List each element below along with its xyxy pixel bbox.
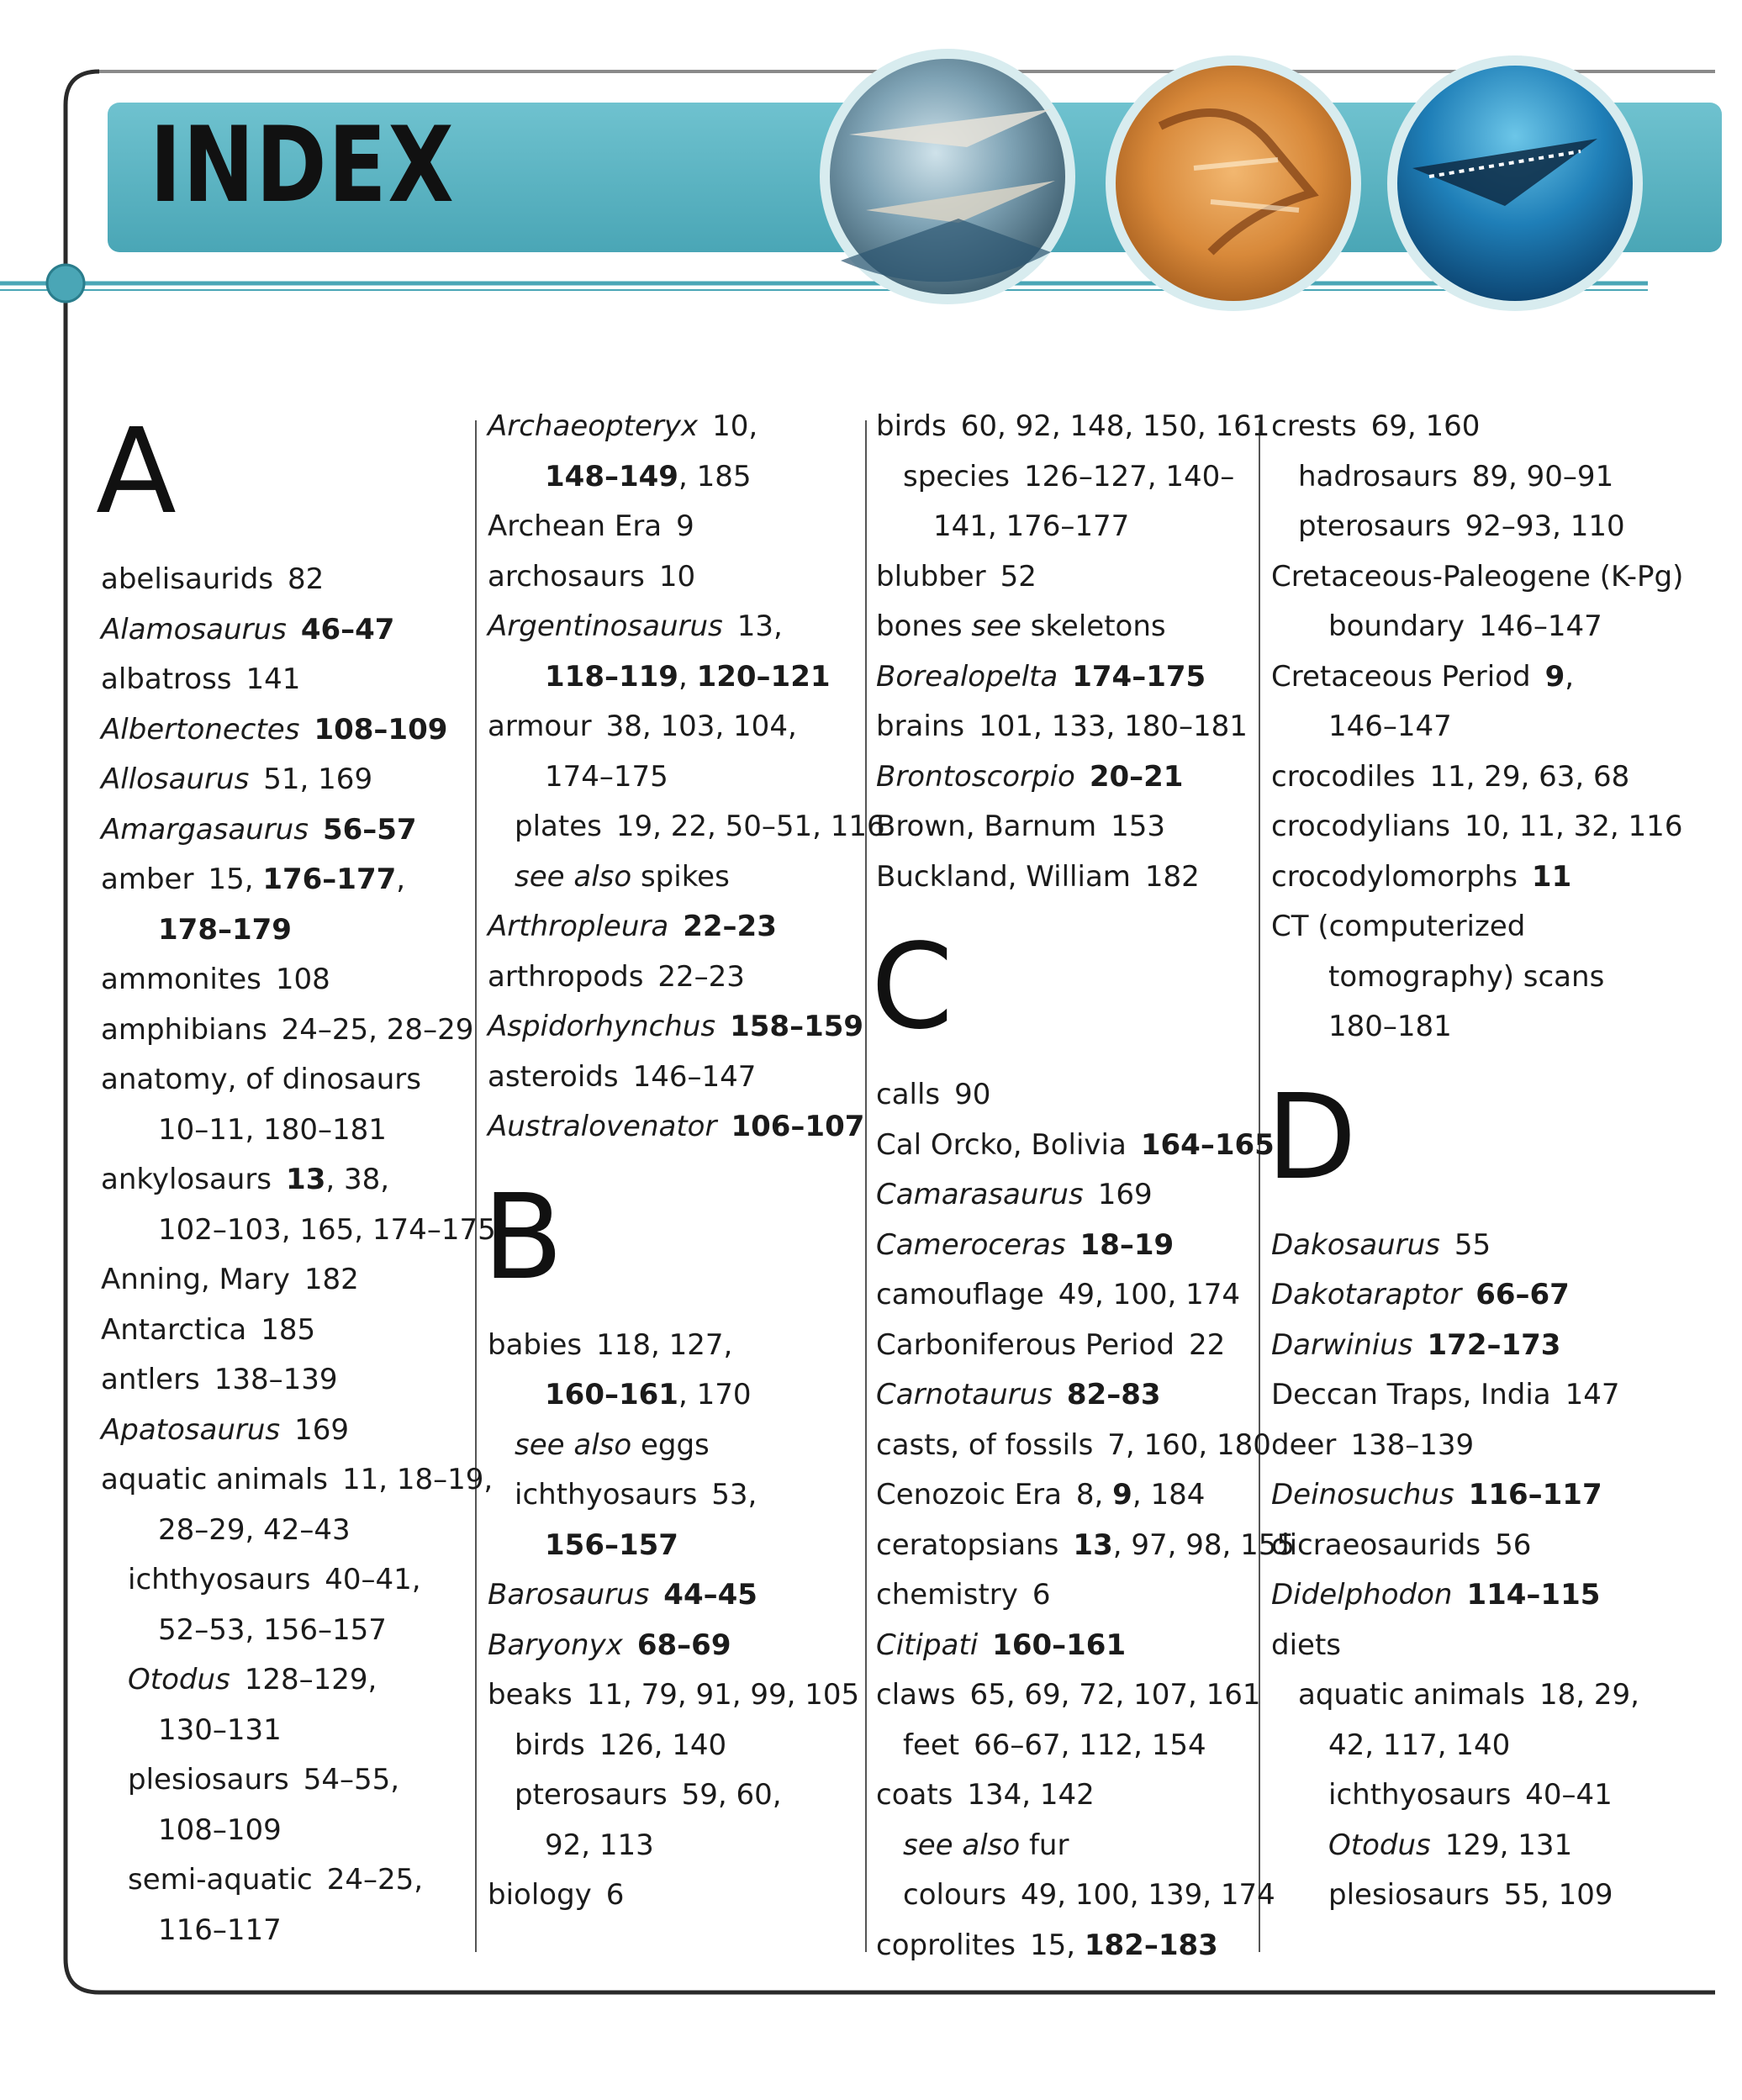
index-entry (876, 802, 1246, 852)
page-title: INDEX (150, 105, 456, 226)
entry-term-italic: Darwinius (1271, 1327, 1413, 1362)
entry-text: , 38, (325, 1163, 390, 1196)
entry-text: crocodylians 10, 11, 32, 116 (1271, 810, 1683, 843)
entry-text: species 126–127, 140– (903, 459, 1235, 493)
index-subentry (876, 1821, 1246, 1871)
index-entry (876, 1370, 1246, 1421)
index-column-2 (483, 402, 885, 1921)
entry-text: archosaurs 10 (488, 559, 696, 594)
entry-text: 169 (1083, 1178, 1153, 1211)
entry-text: skeletons (1021, 609, 1166, 643)
entry-text (668, 910, 683, 943)
index-subentry (1271, 1002, 1708, 1053)
entry-text: amber 15, (101, 863, 263, 896)
page-ref-main: 22–23 (683, 910, 777, 943)
index-entry (488, 1321, 858, 1371)
index-entry (876, 552, 1246, 603)
index-entry (876, 402, 1270, 452)
index-entry (876, 1070, 1246, 1121)
entry-text: amphibians 24–25, 28–29 (101, 1012, 474, 1047)
entry-text: Brown, Barnum 153 (876, 810, 1165, 843)
entry-term-italic: Alamosaurus (101, 612, 287, 646)
entry-text: ankylosaurs (101, 1163, 287, 1196)
entry-term-italic: Dakotaraptor (1271, 1278, 1462, 1311)
index-entry (1271, 1421, 1708, 1471)
index-entry (101, 1005, 474, 1056)
entry-text (1066, 1228, 1080, 1262)
page-ref-main: 116–117 (1468, 1478, 1602, 1512)
index-entry (488, 1870, 858, 1921)
index-entry (488, 602, 858, 652)
index-entry (876, 702, 1246, 752)
index-entry (876, 652, 1246, 703)
entry-text: diets (1271, 1628, 1341, 1662)
page-ref-main: 66–67 (1475, 1278, 1570, 1311)
page-ref-main: 9 (1112, 1478, 1132, 1512)
entry-term-italic: Otodus (1328, 1828, 1431, 1862)
index-entry (876, 602, 1246, 652)
entry-term-italic: Baryonyx (488, 1628, 623, 1662)
page-ref-main: 176–177 (262, 863, 397, 896)
index-subentry (488, 802, 885, 852)
entry-text: Cal Orcko, Bolivia (876, 1127, 1141, 1162)
page-ref-main: 11 (1531, 859, 1572, 894)
entry-text: 130–131 (158, 1712, 282, 1747)
entry-term-italic: Otodus (128, 1663, 230, 1696)
entry-text: fur (1020, 1828, 1069, 1862)
index-entry (101, 1406, 471, 1456)
entry-text: dicraeosaurids 56 (1271, 1528, 1532, 1562)
entry-text: anatomy, of dinosaurs (101, 1063, 421, 1096)
index-entry (101, 1306, 471, 1356)
index-subentry (101, 905, 471, 956)
section-letter: A (96, 404, 177, 541)
page-ref-main: 160–161 (992, 1628, 1127, 1662)
entry-text (1058, 660, 1072, 694)
entry-text (715, 1010, 730, 1043)
index-subentry (876, 1721, 1246, 1771)
page-ref-main: 164–165 (1140, 1127, 1275, 1162)
page-ref-main: 172–173 (1427, 1327, 1561, 1362)
entry-text: plesiosaurs 55, 109 (1328, 1878, 1613, 1912)
entry-text: eggs (631, 1427, 710, 1462)
frame-node (47, 265, 84, 302)
index-entry (488, 1053, 858, 1103)
index-entry (488, 502, 858, 552)
entry-text: calls 90 (876, 1078, 991, 1111)
pterosaurs-photo (820, 49, 1075, 304)
index-subentry (488, 1421, 858, 1471)
entry-text (1454, 1478, 1469, 1512)
index-entry (1271, 1370, 1708, 1421)
entry-text: Archean Era 9 (488, 509, 694, 543)
entry-text: chemistry 6 (876, 1578, 1051, 1612)
entry-text: 180–181 (1328, 1010, 1452, 1043)
entry-text: 102–103, 165, 174–175 (158, 1212, 496, 1247)
index-entry (488, 1670, 858, 1721)
index-subentry (101, 1655, 471, 1706)
index-entry (1271, 752, 1708, 803)
index-entry (488, 1002, 864, 1053)
entry-term-italic: Didelphodon (1271, 1578, 1453, 1612)
index-entry (101, 705, 471, 756)
index-entry (1271, 402, 1708, 452)
entry-text (1461, 1278, 1475, 1311)
index-entry (101, 1055, 471, 1105)
entry-text: Cretaceous Period (1271, 659, 1545, 694)
page-ref-main: 106–107 (731, 1110, 865, 1143)
index-entry (876, 1521, 1296, 1571)
entry-text: ichthyosaurs 53, (515, 1478, 758, 1512)
entry-text: 169 (280, 1412, 350, 1447)
index-entry (488, 1570, 858, 1621)
entry-text: tomography) scans (1328, 959, 1605, 994)
entry-text: ceratopsians (876, 1528, 1074, 1562)
entry-text: Cretaceous-Paleogene (K-Pg) (1271, 559, 1684, 594)
page-ref-main: 18–19 (1080, 1227, 1175, 1262)
index-entry (488, 402, 858, 452)
index-entry (488, 552, 858, 603)
entry-text: armour 38, 103, 104, (488, 710, 797, 743)
index-entry (101, 855, 471, 905)
index-column-4 (1266, 402, 1708, 1921)
entry-text: , 97, 98, 155 (1112, 1528, 1296, 1562)
entry-text: 116–117 (158, 1913, 282, 1947)
page-ref-main: 174–175 (1072, 659, 1206, 694)
entry-text (287, 613, 301, 646)
index-entry (1271, 802, 1708, 852)
entry-text: birds 60, 92, 148, 150, 161 (876, 409, 1270, 443)
index-entry (876, 1621, 1246, 1671)
entry-text: pterosaurs 92–93, 110 (1298, 509, 1625, 543)
entry-term-italic: Citipati (876, 1628, 979, 1662)
page-ref-main: 148–149 (545, 459, 678, 493)
section-letter: D (1266, 1068, 1357, 1206)
entry-text: biology 6 (488, 1878, 625, 1912)
entry-text: bones (876, 609, 972, 643)
index-entry (488, 952, 858, 1003)
index-subentry (101, 1706, 471, 1756)
entry-text: , (1565, 659, 1575, 694)
entry-text: pterosaurs 59, 60, (515, 1778, 782, 1812)
entry-text: 92, 113 (545, 1828, 654, 1862)
page-ref-main: 9 (1544, 659, 1565, 694)
marine-reptile-photo (1387, 55, 1643, 311)
entry-text: deer 138–139 (1271, 1427, 1475, 1462)
index-entry (876, 1570, 1246, 1621)
entry-term-italic: Arthropleura (488, 910, 669, 943)
index-entry (1271, 1570, 1708, 1621)
entry-term-italic: Camarasaurus (876, 1178, 1084, 1211)
entry-text: 129, 131 (1430, 1828, 1573, 1862)
entry-text: spikes (631, 859, 730, 894)
index-entry (101, 555, 471, 605)
entry-text: camouflage 49, 100, 174 (876, 1278, 1241, 1311)
index-entry (876, 852, 1246, 903)
index-entry (101, 655, 471, 705)
page-ref-main: 108–109 (314, 712, 448, 747)
index-entry (876, 1270, 1246, 1321)
entry-text: , 184 (1132, 1478, 1206, 1512)
entry-text: CT (computerized (1271, 910, 1526, 943)
entry-text: blubber 52 (876, 559, 1037, 594)
entry-text: plates 19, 22, 50–51, 116 (515, 810, 885, 843)
entry-text: 146–147 (1328, 710, 1452, 743)
entry-text: coprolites 15, (876, 1928, 1085, 1962)
entry-text: antlers 138–139 (101, 1363, 338, 1396)
index-entry (876, 1470, 1246, 1521)
index-subentry (1271, 1770, 1708, 1821)
entry-text (716, 1110, 731, 1143)
entry-text: 52–53, 156–157 (158, 1612, 387, 1647)
page-ref-main: 178–179 (158, 912, 292, 947)
index-entry (876, 1170, 1246, 1221)
entry-text: Buckland, William 182 (876, 859, 1200, 894)
index-subentry (1271, 1721, 1708, 1771)
entry-text (1452, 1578, 1466, 1612)
entry-text: 174–175 (545, 759, 668, 794)
page-ref-main: 114–115 (1466, 1578, 1601, 1612)
entry-text: ammonites 108 (101, 963, 330, 996)
entry-text (649, 1578, 663, 1612)
entry-term-italic: Carnotaurus (876, 1378, 1053, 1411)
entry-text: semi-aquatic 24–25, (128, 1863, 424, 1897)
entry-text (1053, 1378, 1067, 1411)
entry-term-italic: Apatosaurus (101, 1412, 281, 1447)
index-entry (101, 955, 471, 1005)
index-entry (488, 1621, 858, 1671)
page-ref-main: 156–157 (545, 1528, 678, 1562)
page-ref-main: 20–21 (1089, 759, 1184, 794)
index-subentry (101, 1806, 471, 1856)
entry-text (978, 1628, 992, 1662)
index-entry (1271, 1270, 1708, 1321)
page-ref-main: 118–119 (545, 659, 678, 694)
page-ref-main: 44–45 (663, 1578, 758, 1612)
entry-term-italic: Amargasaurus (101, 812, 309, 847)
entry-text: , (396, 863, 406, 896)
index-entry (1271, 852, 1708, 903)
index-subentry (1271, 452, 1708, 503)
entry-text: ichthyosaurs 40–41, (128, 1563, 421, 1596)
entry-text: boundary 146–147 (1328, 609, 1602, 643)
entry-text: crests 69, 160 (1271, 409, 1481, 443)
entry-text: beaks 11, 79, 91, 99, 105 (488, 1678, 860, 1712)
entry-text: , 170 (678, 1378, 752, 1411)
index-subentry (1271, 502, 1708, 552)
index-entry (1271, 1521, 1708, 1571)
entry-text: 108–109 (158, 1812, 282, 1847)
entry-text (1413, 1328, 1428, 1362)
index-subentry (101, 1906, 471, 1956)
page-ref-main: 120–121 (696, 659, 831, 694)
index-entry (1271, 1321, 1708, 1371)
index-subentry (488, 1521, 858, 1571)
section-letter: C (871, 919, 953, 1056)
entry-text (1075, 760, 1090, 794)
entry-term-italic: Allosaurus (101, 762, 250, 796)
index-subentry (488, 752, 858, 803)
index-entry (876, 1421, 1271, 1471)
page-ref-main: 13 (286, 1163, 326, 1196)
entry-text (623, 1628, 637, 1662)
page-ref-main: 46–47 (300, 612, 395, 646)
index-entry (101, 805, 471, 856)
index-entry (1271, 1621, 1708, 1671)
index-subentry (1271, 602, 1708, 652)
entry-text: aquatic animals 18, 29, (1298, 1678, 1639, 1712)
entry-term-italic: see also (515, 1427, 632, 1462)
index-subentry (488, 852, 858, 903)
entry-text: claws 65, 69, 72, 107, 161 (876, 1678, 1261, 1712)
entry-text: hadrosaurs 89, 90–91 (1298, 459, 1614, 493)
index-subentry (1271, 1870, 1708, 1921)
page-ref-main: 56–57 (322, 812, 417, 847)
index-subentry (101, 1555, 471, 1606)
index-entry (1271, 1221, 1708, 1271)
index-subentry (488, 1721, 858, 1771)
entry-text (309, 813, 323, 847)
entry-text (299, 713, 314, 747)
index-subentry (876, 502, 1246, 552)
index-entry (876, 1121, 1275, 1171)
index-entry (101, 605, 471, 656)
index-column-1 (96, 402, 496, 1955)
index-subentry (101, 1606, 471, 1656)
entry-text: 141, 176–177 (933, 509, 1130, 543)
entry-text: crocodiles 11, 29, 63, 68 (1271, 759, 1630, 794)
entry-term-italic: Deinosuchus (1271, 1478, 1454, 1512)
index-entry (1271, 902, 1708, 952)
index-entry (1271, 652, 1708, 703)
entry-text: arthropods 22–23 (488, 959, 745, 994)
entry-term-italic: Brontoscorpio (876, 759, 1075, 794)
skeleton-fossil-photo (1106, 55, 1361, 311)
entry-term-italic: Aspidorhynchus (488, 1010, 716, 1043)
index-entry (101, 1455, 494, 1506)
entry-text: birds 126, 140 (515, 1728, 727, 1762)
entry-term-italic: see also (515, 859, 632, 894)
index-entry (488, 902, 858, 952)
index-subentry (101, 1206, 496, 1256)
entry-text: crocodylomorphs (1271, 859, 1532, 894)
entry-text: 82 (273, 562, 325, 596)
entry-text: albatross 141 (101, 662, 301, 696)
index-subentry (1271, 1670, 1708, 1721)
entry-term-italic: Cameroceras (876, 1227, 1066, 1262)
index-subentry (101, 1755, 471, 1806)
entry-text: babies 118, 127, (488, 1327, 733, 1362)
index-subentry (1271, 702, 1708, 752)
entry-text: Deccan Traps, India 147 (1271, 1378, 1620, 1411)
entry-text: 28–29, 42–43 (158, 1512, 351, 1547)
entry-term-italic: see (971, 609, 1021, 643)
entry-text: , (678, 659, 697, 694)
index-entry (101, 1155, 471, 1206)
index-entry (876, 1921, 1246, 1971)
index-subentry (876, 452, 1246, 503)
index-subentry (876, 1870, 1275, 1921)
entry-text: 10, (698, 409, 758, 443)
page-ref-main: 182–183 (1084, 1928, 1218, 1962)
page-ref-main: 13 (1073, 1528, 1113, 1562)
index-entry (876, 1221, 1246, 1271)
entry-text: 51, 169 (249, 762, 373, 796)
entry-text: 128–129, (230, 1663, 377, 1696)
index-subentry (101, 1506, 471, 1556)
index-subentry (1271, 1821, 1708, 1871)
entry-term-italic: see also (903, 1828, 1021, 1862)
index-subentry (101, 1105, 471, 1156)
section-letter: B (483, 1169, 564, 1306)
index-subentry (488, 652, 858, 703)
page-ref-main: 82–83 (1066, 1378, 1161, 1411)
entry-text: , 185 (678, 459, 752, 493)
index-entry (876, 1670, 1261, 1721)
index-subentry (488, 1821, 858, 1871)
index-column-3 (871, 402, 1296, 1971)
entry-text: abelisaurids (101, 562, 274, 596)
entry-text: asteroids 146–147 (488, 1059, 757, 1094)
entry-text: brains 101, 133, 180–181 (876, 710, 1248, 743)
entry-text: plesiosaurs 54–55, (128, 1763, 400, 1797)
entry-text: casts, of fossils 7, 160, 180 (876, 1427, 1271, 1462)
index-subentry (488, 1770, 858, 1821)
entry-term-italic: Dakosaurus (1271, 1227, 1440, 1262)
index-subentry (488, 1470, 858, 1521)
page-ref-main: 160–161 (545, 1378, 678, 1411)
entry-text: coats 134, 142 (876, 1778, 1095, 1812)
entry-text: aquatic animals 11, 18–19, (101, 1463, 494, 1496)
index-entry (488, 702, 858, 752)
entry-term-italic: Barosaurus (488, 1578, 650, 1612)
index-subentry (1271, 952, 1708, 1003)
entry-term-italic: Albertonectes (101, 712, 300, 747)
index-entry (488, 1102, 865, 1153)
entry-term-italic: Argentinosaurus (488, 609, 723, 643)
index-entry (1271, 552, 1708, 603)
index-subentry (488, 452, 858, 503)
entry-text: Cenozoic Era 8, (876, 1478, 1113, 1512)
index-entry (101, 1355, 471, 1406)
index-subentry (101, 1855, 471, 1906)
index-entry (876, 752, 1246, 803)
index-subentry (488, 1370, 858, 1421)
entry-text: Carboniferous Period 22 (876, 1327, 1226, 1362)
index-entry (101, 755, 471, 805)
entry-text: 10–11, 180–181 (158, 1112, 387, 1147)
index-entry (101, 1255, 471, 1306)
entry-text: Antarctica 185 (101, 1312, 316, 1347)
entry-text: 55 (1439, 1227, 1491, 1262)
page-ref-main: 158–159 (730, 1010, 864, 1043)
entry-text: feet 66–67, 112, 154 (903, 1728, 1206, 1762)
entry-term-italic: Archaeopteryx (488, 409, 699, 443)
page-ref-main: 68–69 (636, 1628, 731, 1662)
index-entry (1271, 1470, 1708, 1521)
entry-text: 13, (722, 609, 783, 643)
entry-term-italic: Borealopelta (876, 659, 1058, 694)
entry-text: Anning, Mary 182 (101, 1263, 359, 1296)
entry-text: colours 49, 100, 139, 174 (903, 1878, 1275, 1912)
entry-term-italic: Australovenator (488, 1110, 717, 1143)
index-entry (876, 1770, 1246, 1821)
entry-text: 42, 117, 140 (1328, 1728, 1511, 1762)
entry-text: ichthyosaurs 40–41 (1328, 1778, 1613, 1812)
index-entry (876, 1321, 1246, 1371)
